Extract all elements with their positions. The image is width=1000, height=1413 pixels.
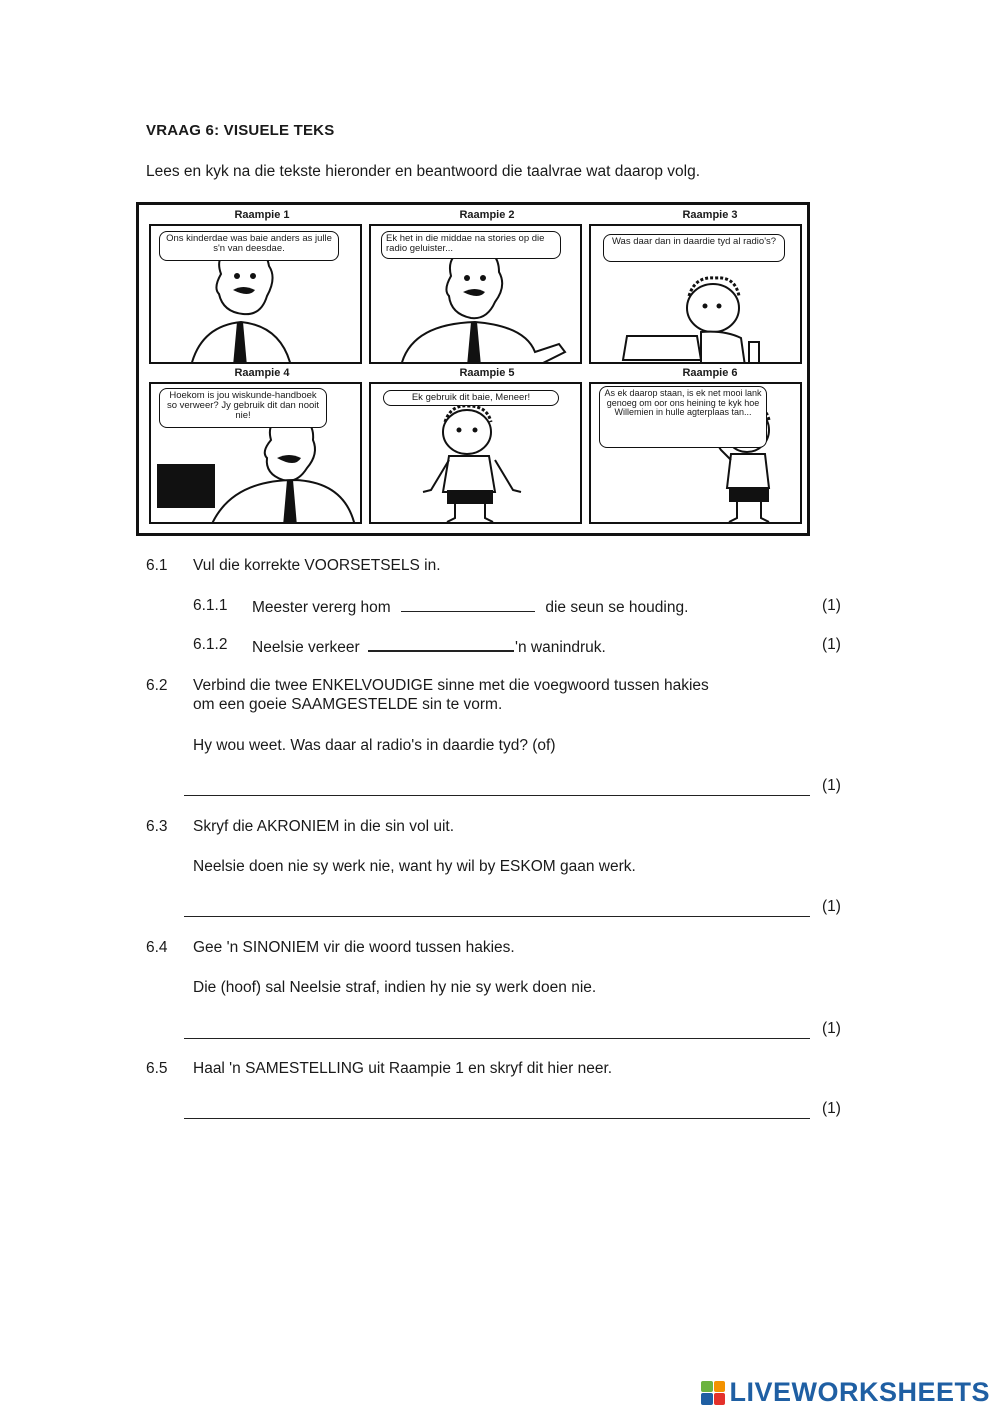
question-text-6-1: Vul die korrekte VOORSETSELS in. bbox=[193, 557, 441, 574]
question-sentence-6-2: Hy wou weet. Was daar al radio's in daardie tyd? (of) bbox=[193, 737, 556, 754]
comic-panel-6 bbox=[589, 382, 802, 524]
speech-bubble-4: Hoekom is jou wiskunde-handboek so verweer? Jy gebruik dit dan nooit nie! bbox=[159, 388, 327, 428]
question-text-6-1-1 bbox=[252, 597, 688, 617]
question-text-6-5: Haal 'n SAMESTELLING uit Raampie 1 en skryf dit hier neer. bbox=[193, 1060, 613, 1077]
panel-label-6: Raampie 6 bbox=[682, 367, 738, 379]
speech-bubble-6: As ek daarop staan, is ek net mooi lank genoeg om oor ons heining te kyk hoe Willemien in hulle agterplaas tan... bbox=[599, 386, 767, 448]
answer-line-6-4[interactable] bbox=[184, 1038, 810, 1039]
answer-blank-6-1-2[interactable] bbox=[368, 636, 514, 652]
question-number-6-1: 6.1 bbox=[146, 557, 168, 574]
answer-blank-6-1-1[interactable] bbox=[401, 597, 535, 612]
panel-label-1: Raampie 1 bbox=[234, 209, 290, 221]
comic-strip bbox=[136, 202, 810, 536]
comic-panel-3 bbox=[589, 224, 802, 364]
question-number-6-2: 6.2 bbox=[146, 677, 168, 694]
mark-6-3: (1) bbox=[822, 898, 841, 915]
panel-label-5: Raampie 5 bbox=[459, 367, 515, 379]
liveworksheets-wordmark: LIVEWORKSHEETS bbox=[729, 1377, 990, 1407]
question-sentence-6-3: Neelsie doen nie sy werk nie, want hy wil by ESKOM gaan werk. bbox=[193, 858, 636, 875]
question-text-6-2-line1: Verbind die twee ENKELVOUDIGE sinne met die voegwoord tussen hakies bbox=[193, 677, 709, 694]
question-text-6-3: Skryf die AKRONIEM in die sin vol uit. bbox=[193, 818, 455, 835]
question-6-1-2-after: 'n wanindruk. bbox=[515, 639, 606, 656]
question-text-6-2-line2: om een goeie SAAMGESTELDE sin te vorm. bbox=[193, 696, 503, 713]
mark-6-1-1: (1) bbox=[822, 597, 841, 614]
speech-bubble-3: Was daar dan in daardie tyd al radio's? bbox=[603, 234, 785, 262]
comic-panel-4 bbox=[149, 382, 362, 524]
mark-6-5: (1) bbox=[822, 1100, 841, 1117]
mark-6-1-2: (1) bbox=[822, 636, 841, 653]
liveworksheets-logo-icon bbox=[701, 1381, 725, 1405]
answer-line-6-5[interactable] bbox=[184, 1118, 810, 1119]
question-text-6-4: Gee 'n SINONIEM vir die woord tussen hakies. bbox=[193, 939, 515, 956]
question-number-6-5: 6.5 bbox=[146, 1060, 168, 1077]
mark-6-4: (1) bbox=[822, 1020, 841, 1037]
question-heading: VRAAG 6: VISUELE TEKS bbox=[146, 122, 335, 139]
question-6-1-1-after: die seun se houding. bbox=[545, 599, 689, 616]
question-6-1-2-before: Neelsie verkeer bbox=[252, 639, 360, 656]
speech-bubble-5: Ek gebruik dit baie, Meneer! bbox=[383, 390, 559, 406]
question-number-6-4: 6.4 bbox=[146, 939, 168, 956]
question-number-6-3: 6.3 bbox=[146, 818, 168, 835]
comic-panel-1 bbox=[149, 224, 362, 364]
question-6-1-1-before: Meester vererg hom bbox=[252, 599, 391, 616]
answer-line-6-2[interactable] bbox=[184, 795, 810, 796]
panel-label-3: Raampie 3 bbox=[682, 209, 738, 221]
question-text-6-1-2 bbox=[252, 636, 606, 657]
mark-6-2: (1) bbox=[822, 777, 841, 794]
speech-bubble-2: Ek het in die middae na stories op die radio geluister... bbox=[381, 231, 561, 259]
speech-bubble-1: Ons kinderdae was baie anders as julle s'n van deesdae. bbox=[159, 231, 339, 261]
intro-text: Lees en kyk na die tekste hieronder en beantwoord die taalvrae wat daarop volg. bbox=[146, 163, 701, 180]
liveworksheets-brand bbox=[701, 1377, 990, 1408]
question-number-6-1-1: 6.1.1 bbox=[193, 597, 228, 614]
comic-panel-2 bbox=[369, 224, 582, 364]
answer-line-6-3[interactable] bbox=[184, 916, 810, 917]
question-number-6-1-2: 6.1.2 bbox=[193, 636, 228, 653]
comic-panel-5 bbox=[369, 382, 582, 524]
question-sentence-6-4: Die (hoof) sal Neelsie straf, indien hy nie sy werk doen nie. bbox=[193, 979, 597, 996]
panel-label-4: Raampie 4 bbox=[234, 367, 290, 379]
panel-label-2: Raampie 2 bbox=[459, 209, 515, 221]
